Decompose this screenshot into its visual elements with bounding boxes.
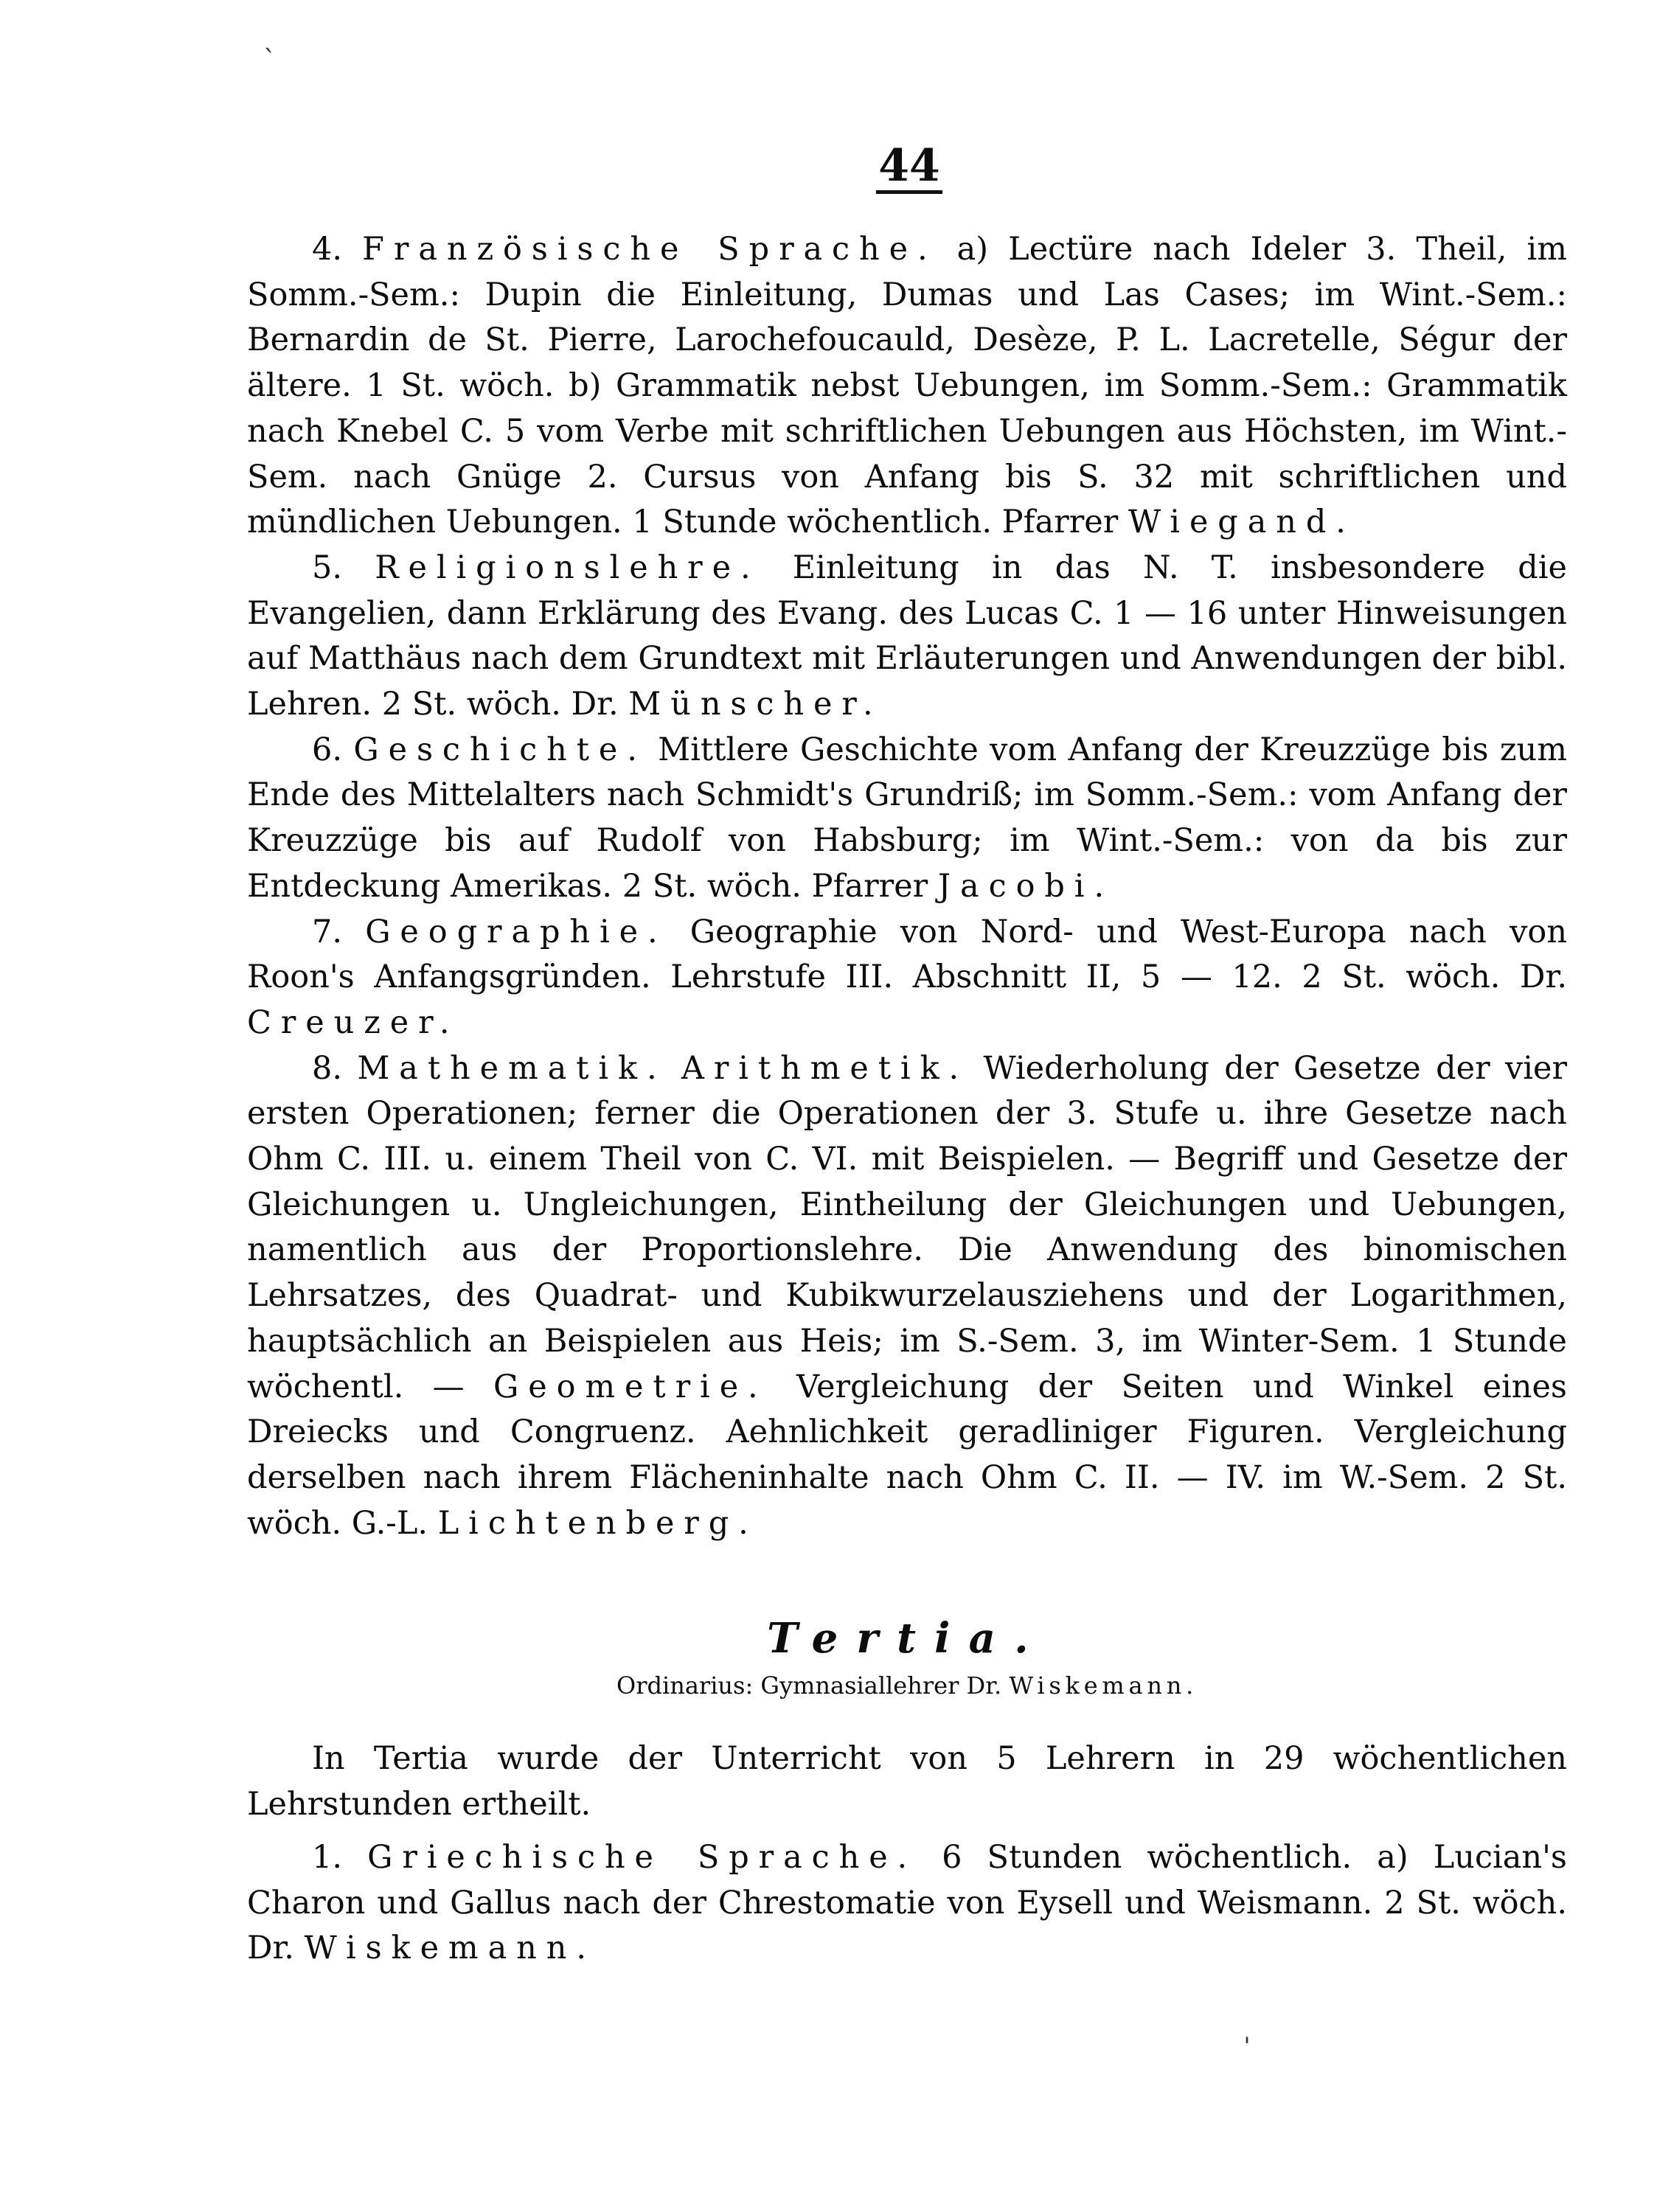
tertia-intro: In Tertia wurde der Unterricht von 5 Lehrern in 29 wöchentlichen Lehrstunden ertheilt. bbox=[247, 1740, 1567, 1823]
section-number: 6. bbox=[312, 731, 343, 768]
section-french bbox=[247, 227, 1567, 546]
section-number: 4. bbox=[312, 231, 343, 268]
section-number: 7. bbox=[312, 913, 343, 950]
section-text: Wiederholung der Gesetze der vier ersten Operationen; ferner die Operationen der 3. Stufe u. ihre Gesetze nach Ohm C. III. u. einem Theil von C. VI. mit Beispielen. — Begriff und Gesetze der Gleichungen u. Ungleichungen, Eintheilung der Gleichungen und Uebungen, namentlich aus der Proportionslehre. Die Anwendung des binomischen Lehrsatzes, des Quadrat- und Kubikwurzelausziehens und der Logarithmen, hauptsächlich an Beispielen aus Heis; im S.-Sem. 3, im Winter-Sem. 1 Stunde wöchentl. — bbox=[247, 1049, 1568, 1405]
section-greek bbox=[247, 1835, 1567, 1972]
teacher-name: Lichtenberg. bbox=[437, 1504, 758, 1542]
subsection-title-arithmetic: Arithmetik. bbox=[681, 1049, 969, 1087]
teacher-name: Münscher. bbox=[628, 686, 883, 723]
section-mathematics bbox=[247, 1046, 1567, 1547]
ordinarius-name: Wiskemann. bbox=[1009, 1672, 1198, 1700]
section-text: a) Lectüre nach Ideler 3. Theil, im Somm.-Sem.: Dupin die Einleitung, Dumas und Las Cases; im Wint.-Sem.: Bernardin de St. Pierre, Larochefoucauld, Desèze, P. L. Lacretelle, Ségur der ältere. 1 St. wöch. b) Grammatik nebst Uebungen, im Somm.-Sem.: Grammatik nach Knebel C. 5 vom Verbe mit schriftlichen Uebungen aus Höchsten, im Wint.-Sem. nach Gnüge 2. Cursus von Anfang bis S. 32 mit schriftlichen und mündlichen Uebungen. 1 Stunde wöchentlich. Pfarrer bbox=[247, 231, 1568, 541]
section-number: 8. bbox=[312, 1049, 343, 1087]
scan-speck: ˈ bbox=[1243, 2034, 1251, 2064]
teacher-name: Jacobi. bbox=[937, 867, 1114, 905]
section-number: 1. bbox=[312, 1838, 343, 1876]
teacher-name: Wiegand. bbox=[1128, 504, 1355, 541]
section-text: Vergleichung der Seiten und Winkel eines Dreiecks und Congruenz. Aehnlichkeit geradliniger Figuren. Vergleichung derselben nach ihrem Flächeninhalte nach Ohm C. II. — IV. im W.-Sem. 2 St. wöch. G.-L. bbox=[247, 1368, 1567, 1542]
section-geography bbox=[247, 910, 1567, 1046]
section-religion bbox=[247, 546, 1567, 728]
scan-speck: ˋ bbox=[263, 46, 277, 76]
section-history bbox=[247, 728, 1567, 910]
section-text: 6 Stunden wöchentlich. a) Lucian's Charon und Gallus nach der Chrestomatie von Eysell und Weismann. 2 St. wöch. Dr. bbox=[247, 1838, 1567, 1967]
section-text: Geographie von Nord- und West-Europa nach von Roon's Anfangsgründen. Lehrstufe III. Abschnitt II, 5 — 12. 2 St. wöch. Dr. bbox=[247, 913, 1568, 996]
section-title: Geschichte. bbox=[353, 731, 647, 768]
page-number: 44 bbox=[876, 142, 942, 194]
section-title: Geographie. bbox=[365, 913, 667, 950]
teacher-name: Creuzer. bbox=[247, 1004, 459, 1041]
class-heading-tertia: Tertia. bbox=[767, 1614, 1047, 1663]
teacher-name: Wiskemann. bbox=[304, 1930, 596, 1967]
section-text: Einleitung in das N. T. insbesondere die Evangelien, dann Erklärung des Evang. des Lucas C. 1 — 16 unter Hinweisungen auf Matthäus nach dem Grundtext mit Erläuterungen und Anwendungen der bibl. Lehren. 2 St. wöch. Dr. bbox=[247, 549, 1568, 723]
page-content bbox=[247, 227, 1567, 1972]
subsection-title-geometry: Geometrie. bbox=[493, 1368, 768, 1405]
ordinarius-line bbox=[247, 1669, 1567, 1703]
section-number: 5. bbox=[312, 549, 343, 586]
section-title: Griechische Sprache. bbox=[367, 1838, 917, 1876]
section-text: Mittlere Geschichte vom Anfang der Kreuzzüge bis zum Ende des Mittelalters nach Schmidt's Grundriß; im Somm.-Sem.: vom Anfang der Kreuzzüge bis auf Rudolf von Habsburg; im Wint.-Sem.: von da bis zur Entdeckung Amerikas. 2 St. wöch. Pfarrer bbox=[247, 731, 1567, 905]
ordinarius-label: Ordinarius: Gymnasiallehrer Dr. bbox=[616, 1672, 1002, 1700]
section-title: Französische Sprache. bbox=[362, 231, 937, 268]
section-title: Religionslehre. bbox=[375, 549, 760, 586]
section-title: Mathematik. bbox=[357, 1049, 667, 1087]
